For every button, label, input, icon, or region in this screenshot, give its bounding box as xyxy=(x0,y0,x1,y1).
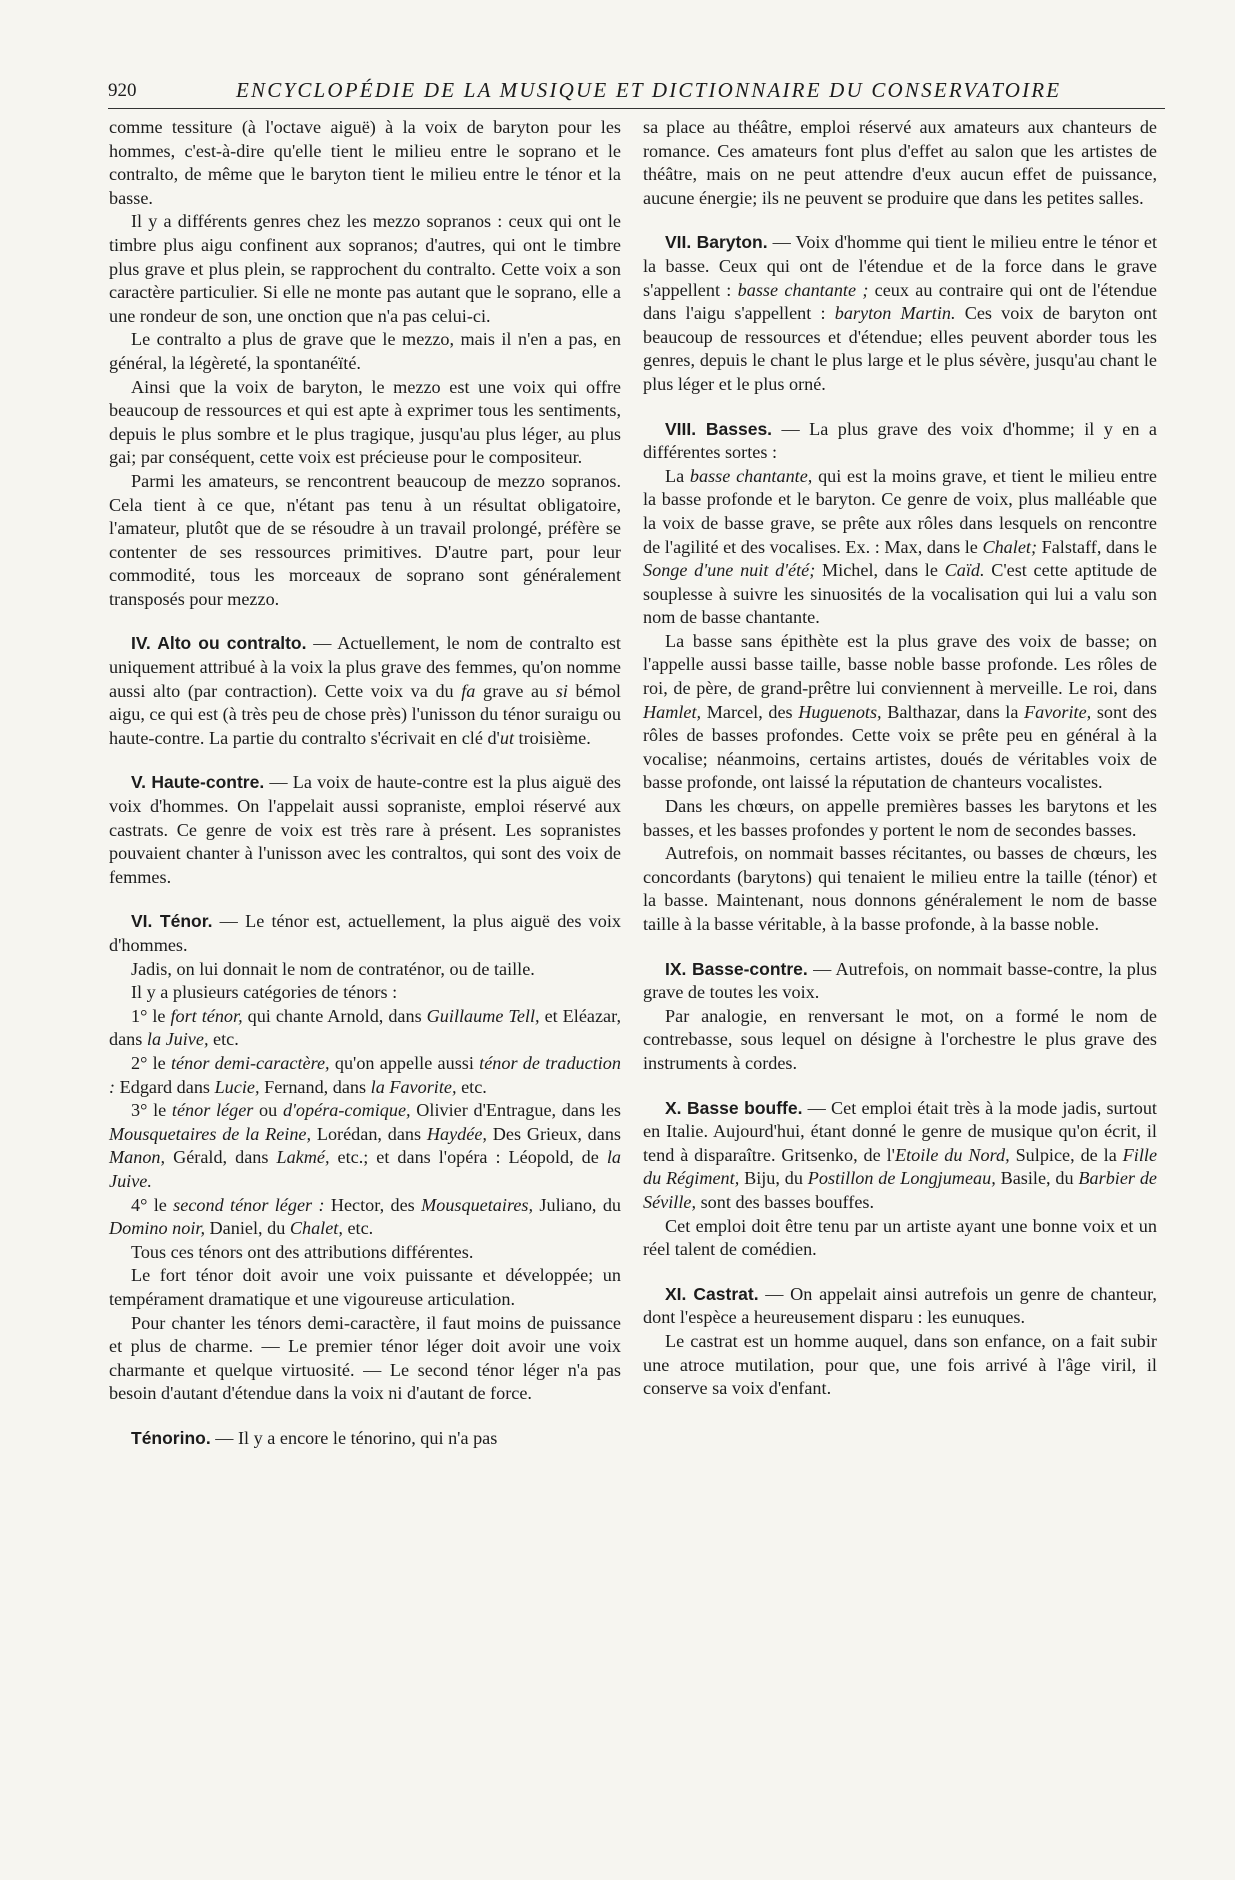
running-title: ENCYCLOPÉDIE DE LA MUSIQUE ET DICTIONNAIRE DU CONSERVATOIRE xyxy=(236,78,1062,102)
section-heading: VIII. Basses. xyxy=(665,418,773,439)
list-item: 2° le ténor demi-caractère, qu'on appelle aussi ténor de traduction : Edgard dans Lucie, Fernand, dans la Favorite, etc. xyxy=(109,1052,621,1097)
list-item: 4° le second ténor léger : Hector, des Mousquetaires, Juliano, du Domino noir, Daniel, du Chalet, etc. xyxy=(109,1194,622,1239)
section-castrat: XI. Castrat. — On appelait ainsi autrefois un genre de chanteur, dont l'espèce a heureusement disparu : les eunuques. xyxy=(643,1283,1157,1328)
paragraph: Cet emploi doit être tenu par un artiste ayant une bonne voix et un réel talent de comédien. xyxy=(643,1215,1157,1260)
paragraph: sa place au théâtre, emploi réservé aux amateurs aux chanteurs de romance. Ces amateurs font plus d'effet au salon que les artistes de théâtre, mais on ne peut attendre d'eux aucun effet de puissance, aucune énergie; ils ne peuvent se produire que dans les petites salles. xyxy=(643,117,1157,208)
paragraph: Pour chanter les ténors demi-caractère, il faut moins de puissance et plus de charme. — Le premier ténor léger doit avoir une voix charmante et quelque virtuosité. — Le second ténor léger n'a pas besoin d'autant d'étendue dans la voix ni d'autant de force. xyxy=(109,1312,621,1404)
section-heading: Ténorino. xyxy=(131,1427,211,1448)
paragraph: Il y a différents genres chez les mezzo sopranos : ceux qui ont le timbre plus aigu confinent aux sopranos; d'autres, qui ont le timbre plus grave et plus plein, se rapprochent du contralto. Cette voix a son caractère particulier. Si elle ne monte pas autant que le soprano, elle a une rondeur de son, une onction que n'a pas celui-ci. xyxy=(109,211,621,326)
section-heading: VI. Ténor. xyxy=(131,911,213,932)
section-alto: IV. Alto ou contralto. — Actuellement, le nom de contralto est uniquement attribué à la voix la plus grave des femmes, qu'on nomme aussi alto (par contraction). Cette voix va du fa grave au si bémol aigu, ce qui est (à très peu de chose près) l'unisson du ténor suraigu ou haute-contre. La partie du contralto s'écrivait en clé d'ut troisième. xyxy=(109,633,621,748)
section-heading: X. Basse bouffe. xyxy=(665,1097,803,1118)
paragraph: Le castrat est un homme auquel, dans son enfance, on a fait subir une atroce mutilation, pour que, une fois arrivé à l'âge viril, il conserve sa voix d'enfant. xyxy=(643,1330,1157,1399)
paragraph: La basse chantante, qui est la moins grave, et tient le milieu entre la basse profonde et le baryton. Ce genre de voix, plus malléable que la voix de basse grave, se prête aux rôles dans lesquels on rencontre de l'agilité et des vocalises. Ex. : Max, dans le Chalet; Falstaff, dans le Songe d'une nuit d'été; Michel, dans le Caïd. C'est cette aptitude de souplesse à suivre les sinuosités de la vocalisation qui lui a valu son nom de basse chantante. xyxy=(643,465,1158,628)
paragraph: comme tessiture (à l'octave aiguë) à la voix de baryton pour les hommes, c'est-à-dire qu'elle tient le milieu entre le soprano et le contralto, de même que le baryton tient le milieu entre le ténor et la basse. xyxy=(109,117,621,208)
paragraph: Dans les chœurs, on appelle premières basses les barytons et les basses, et les basses profondes y portent le nom de secondes basses. xyxy=(643,796,1157,840)
section-tenor: VI. Ténor. — Le ténor est, actuellement, la plus aiguë des voix d'hommes. xyxy=(109,911,621,955)
paragraph: Le fort ténor doit avoir une voix puissante et développée; un tempérament dramatique et une vigoureuse articulation. xyxy=(109,1265,621,1309)
page-number: 920 xyxy=(108,80,137,101)
section-haute-contre: V. Haute-contre. — La voix de haute-contre est la plus aiguë des voix d'hommes. On l'appelait aussi sopraniste, emploi réservé aux castrats. Ce genre de voix est très rare à présent. Les sopranistes pouvaient chanter à l'unisson avec les contraltos, qui sont des voix de femmes. xyxy=(109,772,621,887)
section-basses: VIII. Basses. — La plus grave des voix d'homme; il y en a différentes sortes : xyxy=(643,418,1157,463)
list-item: 1° le fort ténor, qui chante Arnold, dans Guillaume Tell, et Eléazar, dans la Juive, etc. xyxy=(109,1005,622,1050)
paragraph: Ainsi que la voix de baryton, le mezzo est une voix qui offre beaucoup de ressources et qui est apte à exprimer tous les sentiments, depuis le plus sombre et le plus tragique, jusqu'au plus léger, au plus gai; par conséquent, cette voix est précieuse pour le compositeur. xyxy=(109,376,621,468)
page-header xyxy=(108,78,1165,109)
paragraph: Par analogie, en renversant le mot, on a formé le nom de contrebasse, sous lequel on désigne à l'orchestre le plus grave des instruments à cordes. xyxy=(643,1005,1157,1073)
paragraph: Autrefois, on nommait basses récitantes, ou basses de chœurs, les concordants (barytons) qui tenaient le milieu entre la taille (ténor) et la basse. Maintenant, nous donnons généralement le nom de basse taille à la basse véritable, à la basse profonde, à la basse noble. xyxy=(643,843,1157,934)
section-baryton: VII. Baryton. — Voix d'homme qui tient le milieu entre le ténor et la basse. Ceux qui ont de l'étendue et de la force dans le grave s'appellent : basse chantante ; ceux au contraire qui ont de l'étendue dans l'aigu s'appellent : baryton Martin. Ces voix de baryton ont beaucoup de ressources et d'étendue; elles peuvent aborder tous les genres, depuis le chant le plus large et le plus sévère, jusqu'au chant le plus léger et le plus orné. xyxy=(643,232,1157,394)
list-item: 3° le ténor léger ou d'opéra-comique, Olivier d'Entrague, dans les Mousquetaires de la Reine, Lorédan, dans Haydée, Des Grieux, dans Manon, Gérald, dans Lakmé, etc.; et dans l'opéra : Léopold, de la Juive. xyxy=(109,1100,622,1191)
right-column xyxy=(643,116,1157,1401)
left-column xyxy=(109,116,621,1450)
paragraph: Le contralto a plus de grave que le mezzo, mais il n'en a pas, en général, la légèreté, la spontanéïté. xyxy=(109,329,621,373)
section-heading: IV. Alto ou contralto. xyxy=(131,633,307,654)
section-heading: IX. Basse-contre. xyxy=(665,958,808,979)
paragraph: Tous ces ténors ont des attributions différentes. xyxy=(131,1241,474,1262)
paragraph: Il y a plusieurs catégories de ténors : xyxy=(131,982,398,1003)
section-heading: XI. Castrat. xyxy=(665,1283,759,1304)
paragraph: La basse sans épithète est la plus grave des voix de basse; on l'appelle aussi basse taille, basse noble basse profonde. Les rôles de roi, de père, de grand-prêtre lui conviennent à merveille. Le roi, dans Hamlet, Marcel, des Huguenots, Balthazar, dans la Favorite, sont des rôles de basses profondes. Cette voix se prête peu en général à la vocalise; néanmoins, certains artistes, doués de véritables voix de basse profonde, ont laissé la réputation de chanteurs vocalistes. xyxy=(643,630,1157,793)
section-tenorino: Ténorino. — Il y a encore le ténorino, qui n'a pas xyxy=(131,1427,498,1448)
section-basse-bouffe: X. Basse bouffe. — Cet emploi était très à la mode jadis, surtout en Italie. Aujourd'hui, étant donné le genre de musique qu'on écrit, il tend à disparaître. Gritsenko, de l'Etoile du Nord, Sulpice, de la Fille du Régiment, Biju, du Postillon de Longjumeau, Basile, du Barbier de Séville, sont des basses bouffes. xyxy=(643,1097,1158,1212)
section-heading: VII. Baryton. xyxy=(665,232,768,253)
paragraph: Parmi les amateurs, se rencontrent beaucoup de mezzo sopranos. Cela tient à ce que, n'étant pas tenu à un résultat obligatoire, l'amateur, plutôt que de se résoudre à un travail prolongé, préfère se contenter de ses ressources primitives. D'autre part, pour leur commodité, tous les morceaux de soprano sont généralement transposés pour mezzo. xyxy=(109,470,621,609)
paragraph: Jadis, on lui donnait le nom de contraténor, ou de taille. xyxy=(131,958,535,979)
section-basse-contre: IX. Basse-contre. — Autrefois, on nommait basse-contre, la plus grave de toutes les voix. xyxy=(643,958,1158,1003)
section-heading: V. Haute-contre. xyxy=(131,772,265,793)
